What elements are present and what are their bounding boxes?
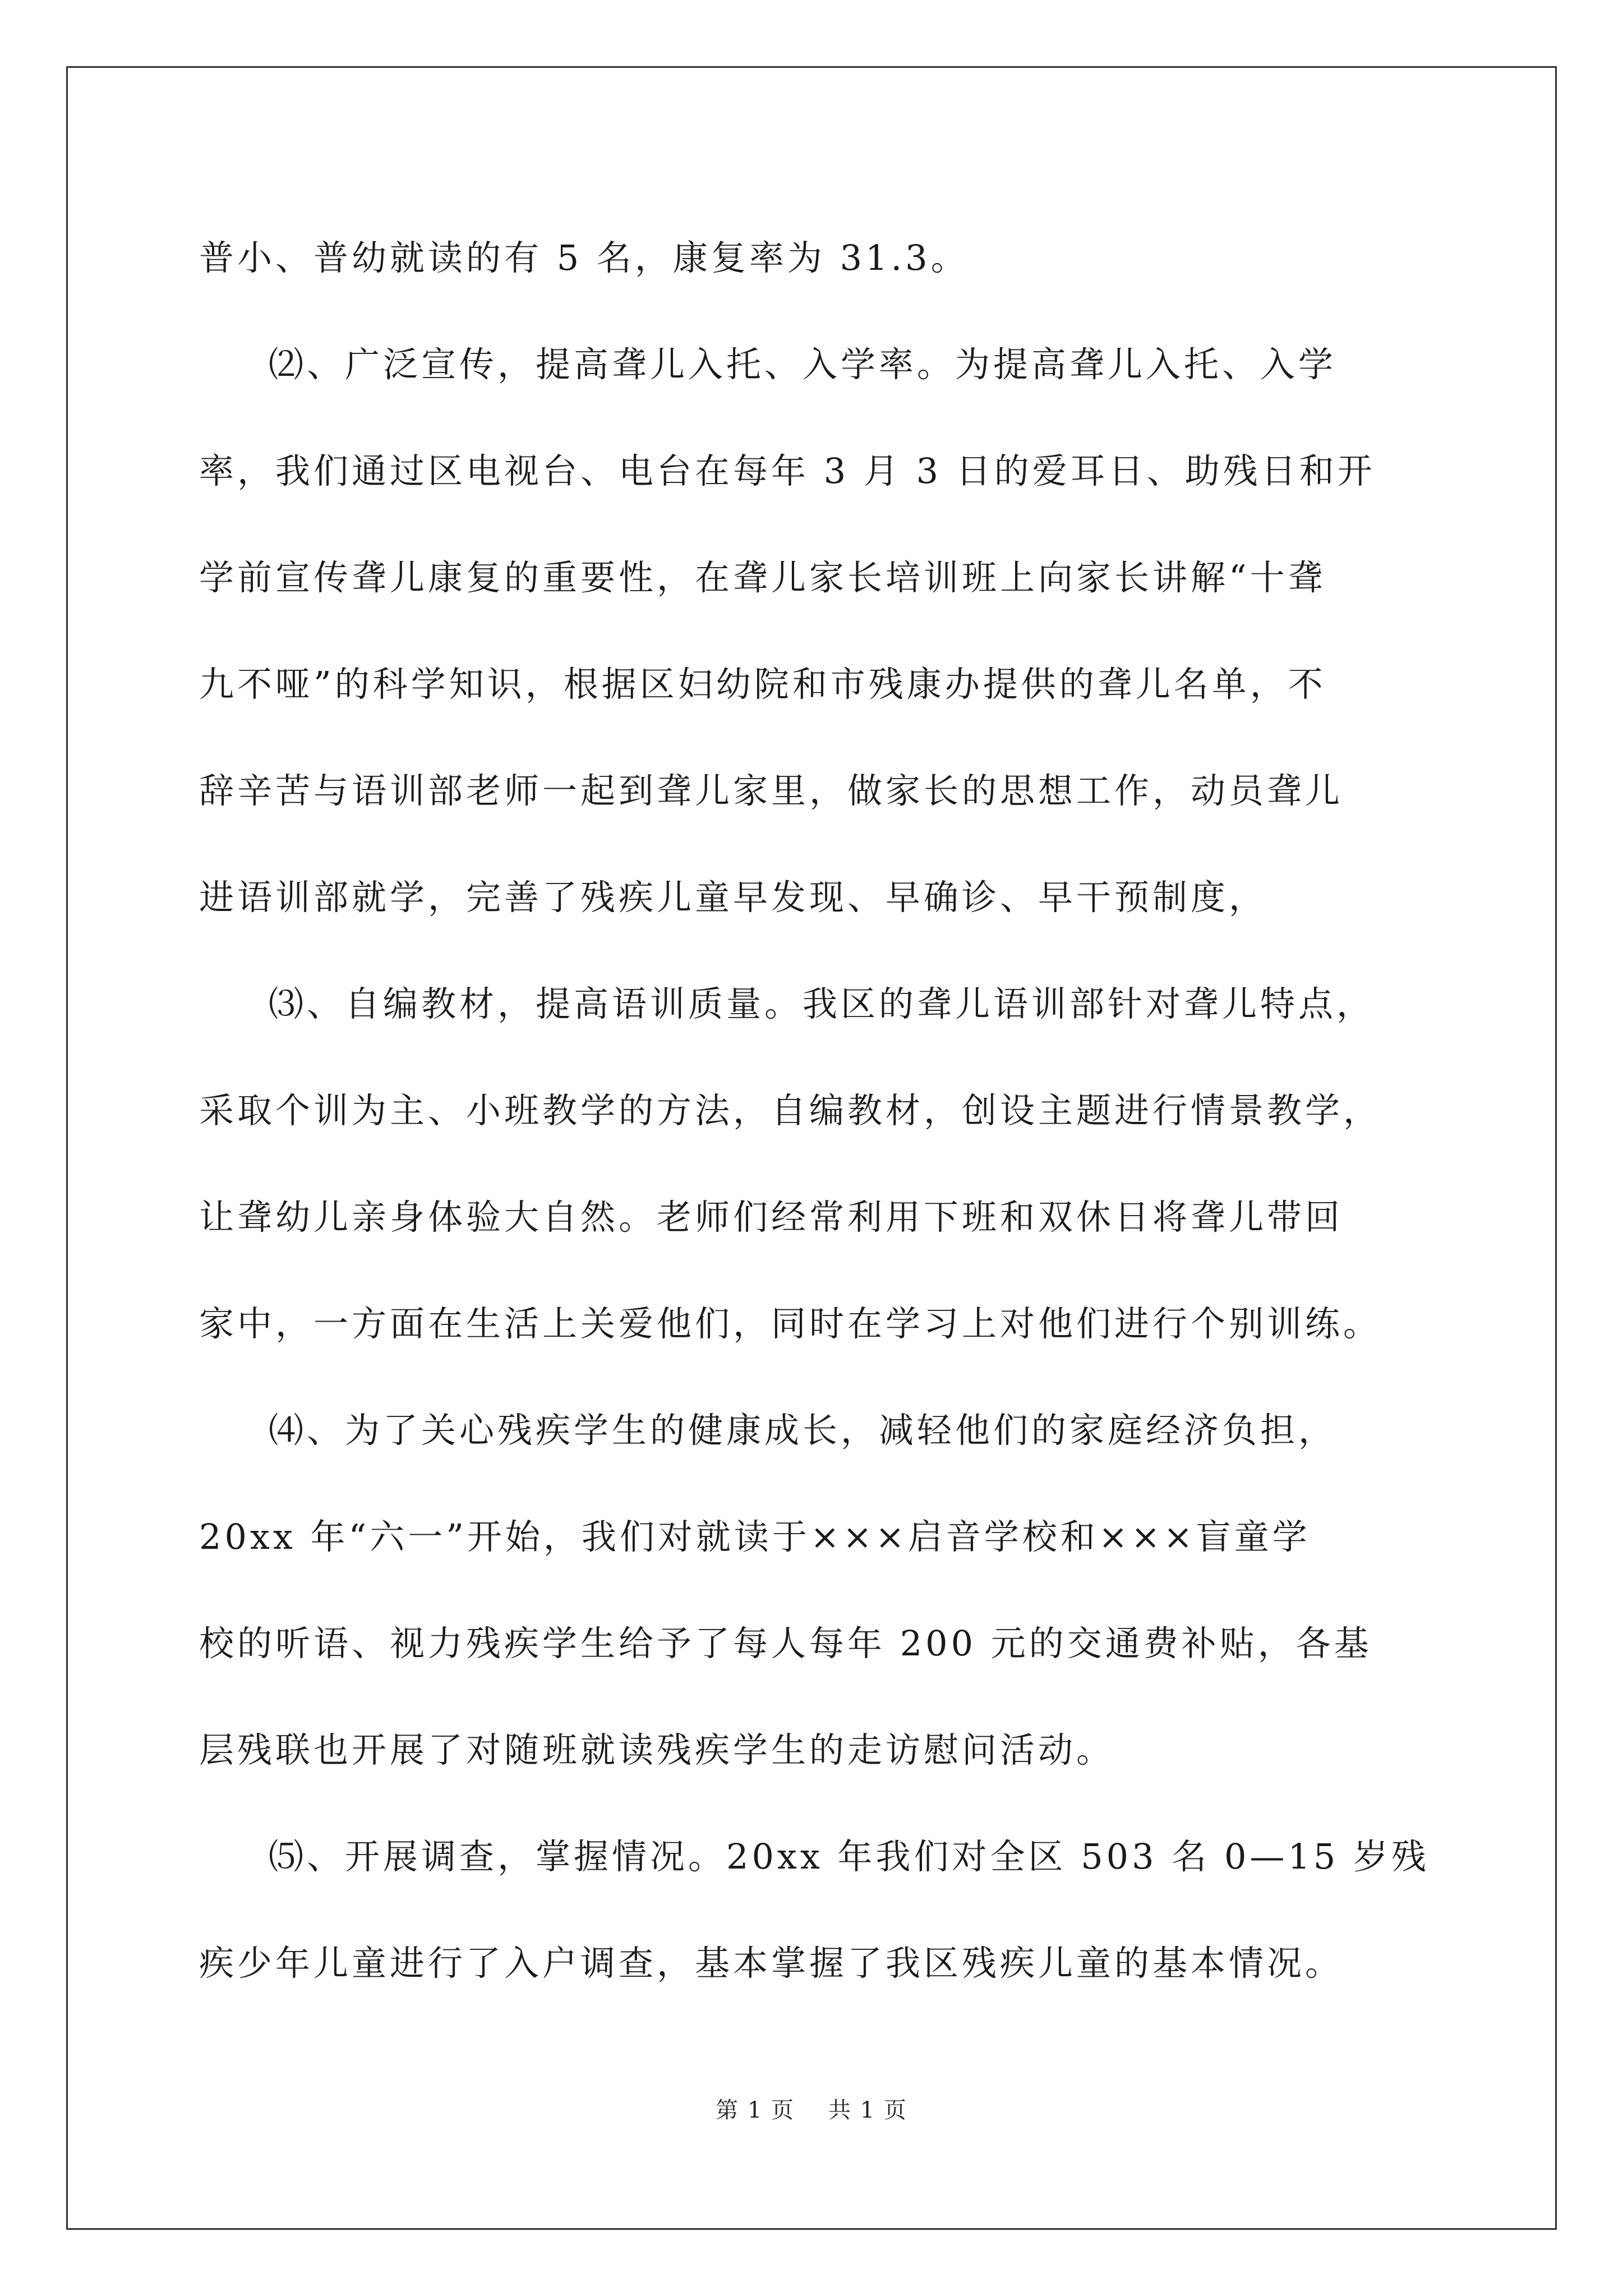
paragraph-4 bbox=[199, 1377, 1433, 1803]
text-line: ⑵、广泛宣传，提高聋儿入托、入学率。为提高聋儿入托、入学 bbox=[269, 344, 1337, 385]
text-line: 层残联也开展了对随班就读残疾学生的走访慰问活动。 bbox=[199, 1729, 1115, 1770]
text-line: 让聋幼儿亲身体验大自然。老师们经常利用下班和双休日将聋儿带回 bbox=[199, 1197, 1344, 1237]
paragraph-5 bbox=[199, 1803, 1433, 2017]
text-line: 辞辛苦与语训部老师一起到聋儿家里，做家长的思想工作，动员聋儿 bbox=[199, 770, 1344, 811]
text-line: 普小、普幼就读的有 5 名，康复率为 31.3。 bbox=[199, 237, 969, 278]
text-line: 20xx 年“六一”开始，我们对就读于×××启音学校和×××盲童学 bbox=[199, 1516, 1311, 1557]
text-line: 九不哑”的科学知识，根据区妇幼院和市残康办提供的聋儿名单，不 bbox=[199, 664, 1326, 705]
text-line: ⑶、自编教材，提高语训质量。我区的聋儿语训部针对聋儿特点， bbox=[269, 983, 1375, 1024]
text-line: 家中，一方面在生活上关爱他们，同时在学习上对他们进行个别训练。 bbox=[199, 1303, 1382, 1344]
text-line: 校的听语、视力残疾学生给予了每人每年 200 元的交通费补贴，各基 bbox=[199, 1623, 1372, 1664]
text-line: 学前宣传聋儿康复的重要性，在聋儿家长培训班上向家长讲解“十聋 bbox=[199, 557, 1326, 598]
text-line: 率，我们通过区电视台、电台在每年 3 月 3 日的爱耳日、助残日和开 bbox=[199, 450, 1376, 491]
paragraph-3 bbox=[199, 951, 1433, 1377]
page-total: 共 1 页 bbox=[828, 2097, 907, 2123]
page-number: 第 1 页 bbox=[716, 2097, 795, 2123]
page-footer bbox=[0, 2092, 1623, 2124]
paragraph-1 bbox=[199, 205, 1433, 311]
text-line: 疾少年儿童进行了入户调查，基本掌握了我区残疾儿童的基本情况。 bbox=[199, 1943, 1344, 1984]
document-body bbox=[199, 205, 1433, 2017]
text-line: 采取个训为主、小班教学的方法，自编教材，创设主题进行情景教学， bbox=[199, 1090, 1382, 1131]
text-line: ⑷、为了关心残疾学生的健康成长，减轻他们的家庭经济负担， bbox=[269, 1410, 1337, 1451]
text-line: ⑸、开展调查，掌握情况。20xx 年我们对全区 503 名 0—15 岁残 bbox=[269, 1836, 1430, 1877]
paragraph-2 bbox=[199, 311, 1433, 951]
text-line: 进语训部就学，完善了残疾儿童早发现、早确诊、早干预制度， bbox=[199, 877, 1267, 918]
